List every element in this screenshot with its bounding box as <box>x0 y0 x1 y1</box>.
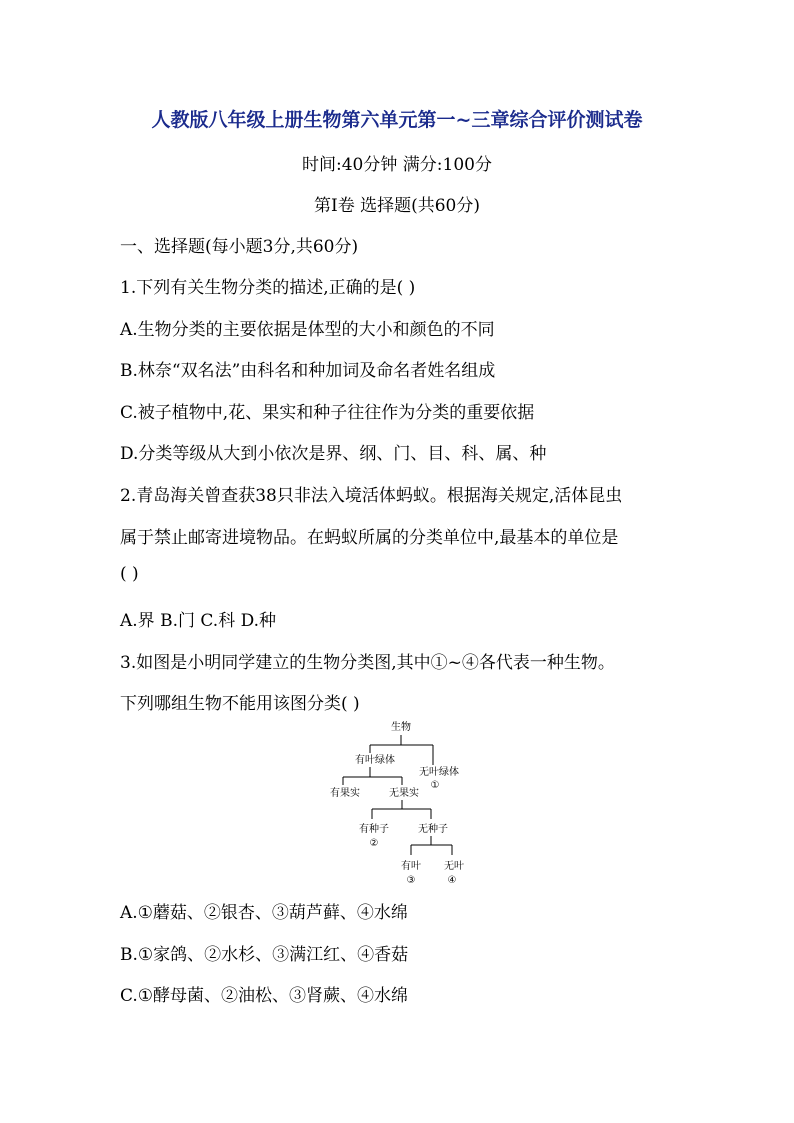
question-2-options: A.界 B.门 C.科 D.种 <box>120 611 277 631</box>
question-3-option-a: A.①蘑菇、②银杏、③葫芦藓、④水绵 <box>120 903 408 923</box>
question-1-option-d: D.分类等级从大到小依次是界、纲、门、目、科、属、种 <box>120 444 547 464</box>
node-root: 生物 <box>391 722 411 733</box>
classification-diagram <box>320 713 480 893</box>
question-1-option-b: B.林奈“双名法”由科名和种加词及命名者姓名组成 <box>120 361 496 381</box>
question-3-option-c: C.①酵母菌、②油松、③肾蕨、④水绵 <box>120 986 409 1006</box>
question-2-stem-line-3: ( ) <box>120 564 139 584</box>
node-without-leaf: 无叶 <box>444 861 464 872</box>
question-3-option-b: B.①家鸽、②水杉、③满江红、④香菇 <box>120 945 409 965</box>
question-2-stem-line-1: 2.青岛海关曾查获38只非法入境活体蚂蚁。根据海关规定,活体昆虫 <box>120 486 623 506</box>
question-3-stem-line-1: 3.如图是小明同学建立的生物分类图,其中①~④各代表一种生物。 <box>120 653 615 673</box>
node-with-seed: 有种子 <box>359 824 389 835</box>
node-without-seed: 无种子 <box>418 824 448 835</box>
node-with-chlorophyll: 有叶绿体 <box>355 755 395 766</box>
marker-2: ② <box>369 838 379 849</box>
marker-1: ① <box>430 780 440 791</box>
section-title: 第Ⅰ卷 选择题(共60分) <box>313 196 480 216</box>
question-3-stem-line-2: 下列哪组生物不能用该图分类( ) <box>120 694 360 714</box>
question-2-stem-line-2: 属于禁止邮寄进境物品。在蚂蚁所属的分类单位中,最基本的单位是 <box>120 528 619 548</box>
section-heading: 一、选择题(每小题3分,共60分) <box>120 237 359 257</box>
marker-3: ③ <box>406 875 416 886</box>
page-title: 人教版八年级上册生物第六单元第一~三章综合评价测试卷 <box>151 109 643 131</box>
node-with-leaf: 有叶 <box>401 861 421 872</box>
question-1-option-a: A.生物分类的主要依据是体型的大小和颜色的不同 <box>120 320 495 340</box>
node-with-fruit: 有果实 <box>330 788 360 799</box>
marker-4: ④ <box>447 875 457 886</box>
exam-time-info: 时间:40分钟 满分:100分 <box>302 155 492 175</box>
question-1-stem: 1.下列有关生物分类的描述,正确的是( ) <box>120 278 416 298</box>
node-without-fruit: 无果实 <box>389 788 419 799</box>
node-without-chlorophyll: 无叶绿体 <box>419 767 459 778</box>
question-1-option-c: C.被子植物中,花、果实和种子往往作为分类的重要依据 <box>120 403 535 423</box>
